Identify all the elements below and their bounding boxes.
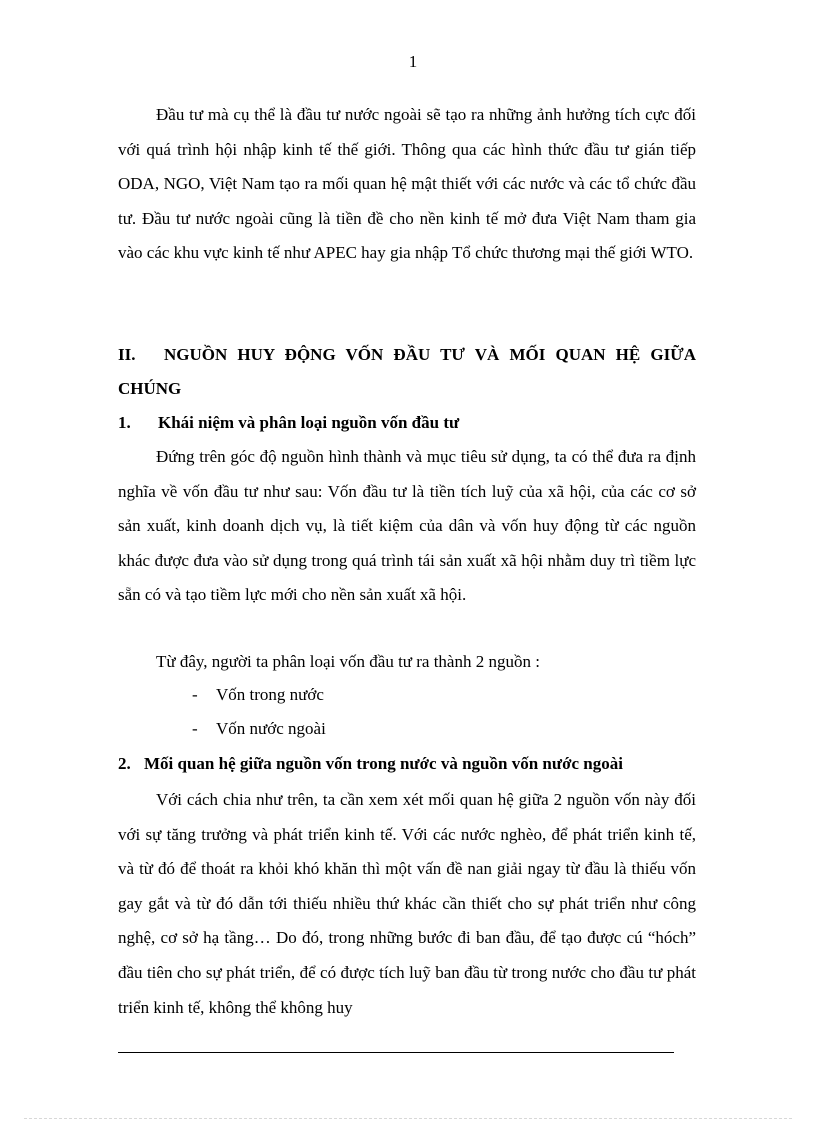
subsection-number: 1. [118, 413, 131, 432]
list-item [192, 685, 324, 705]
bullet-text: Vốn nước ngoài [216, 719, 326, 738]
paragraph-classification [118, 645, 696, 680]
paragraph-text: Đứng trên góc độ nguồn hình thành và mục tiêu sử dụng, ta có thể đưa ra định nghĩa về vốn đầu tư như sau: Vốn đầu tư là tiền tích luỹ của xã hội, của các cơ sở sản xuất, kinh doanh dịch vụ, là tiết kiệm của dân và vốn huy động từ các nguồn khác được đưa vào sử dụng trong quá trình tái sản xuất xã hội nhằm duy trì tiềm lực sẵn có và tạo tiềm lực mới cho nền sản xuất xã hội. [118, 447, 696, 605]
paragraph-definition [118, 440, 696, 613]
subsection-heading-1 [118, 413, 718, 433]
bullet-marker: - [192, 685, 198, 704]
footer-divider [118, 1052, 674, 1053]
page-number: 1 [408, 52, 418, 71]
subsection-heading-2 [118, 754, 718, 774]
subsection-title: Mối quan hệ giữa nguồn vốn trong nước và nguồn vốn nước ngoài [144, 754, 623, 773]
section-title: NGUỒN HUY ĐỘNG VỐN ĐẦU TƯ VÀ MỐI QUAN HỆ GIỮA CHÚNG [118, 345, 696, 398]
paragraph-text: Đầu tư mà cụ thể là đầu tư nước ngoài sẽ tạo ra những ảnh hưởng tích cực đối với quá trình hội nhập kinh tế thế giới. Thông qua các hình thức đầu tư gián tiếp ODA, NGO, Việt Nam tạo ra mối quan hệ mật thiết với các nước và các tổ chức đầu tư. Đầu tư nước ngoài cũng là tiền đề cho nền kinh tế mở đưa Việt Nam tham gia vào các khu vực kinh tế như APEC hay gia nhập Tổ chức thương mại thế giới WTO. [118, 105, 696, 263]
paragraph-foreign-investment [118, 98, 696, 271]
paragraph-capital-relationship [118, 783, 696, 1025]
section-heading-ii [118, 338, 696, 406]
bullet-marker: - [192, 719, 198, 738]
section-number: II. [118, 345, 136, 364]
page-bottom-edge [24, 1118, 792, 1119]
bullet-text: Vốn trong nước [216, 685, 324, 704]
paragraph-text: Với cách chia như trên, ta cần xem xét mối quan hệ giữa 2 nguồn vốn này đối với sự tăng trưởng và phát triển kinh tế. Với các nước nghèo, để phát triển kinh tế, và từ đó để thoát ra khỏi khó khăn thì một vấn đề nan giải ngay từ đầu là thiếu vốn gay gắt và từ đó dẫn tới thiếu nhiều thứ khác cần thiết cho sự phát triển như công nghệ, cơ sở hạ tầng… Do đó, trong những bước đi ban đầu, để tạo được cú “hóch” đầu tiên cho sự phát triển, để có được tích luỹ ban đầu từ trong nước cho đầu tư phát triển kinh tế, không thể không huy [118, 790, 696, 1017]
subsection-number: 2. [118, 754, 131, 773]
list-item [192, 719, 326, 739]
paragraph-text: Từ đây, người ta phân loại vốn đầu tư ra thành 2 nguồn : [156, 652, 540, 671]
subsection-title: Khái niệm và phân loại nguồn vốn đầu tư [158, 413, 460, 432]
